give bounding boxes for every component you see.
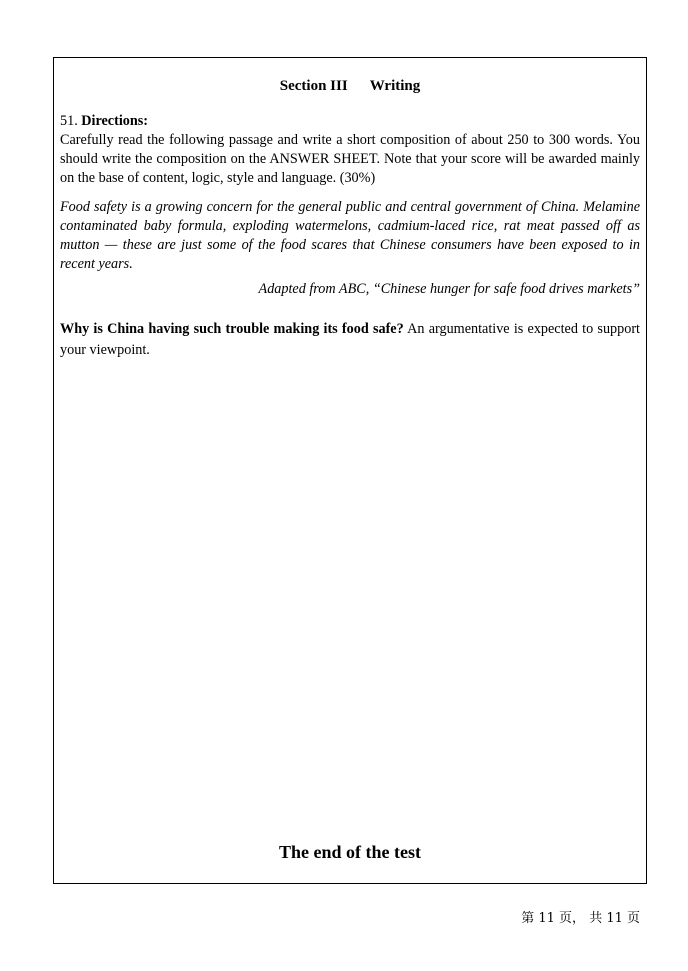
writing-prompt-question: Why is China having such trouble making its food safe? [60,321,404,337]
writing-prompt-instruction: An argumentative is expected to support your viewpoint. [60,321,640,358]
writing-prompt [60,319,640,361]
page-number: 第 11 页， 共 11 页 [521,911,640,926]
exam-page-frame [53,57,647,884]
section-label: Section III [279,78,348,94]
question-content [60,112,640,361]
directions-heading: Directions: [81,113,148,129]
passage-source: Adapted from ABC, “Chinese hunger for safe food drives markets” [258,281,640,297]
question-number: 51. [60,113,78,129]
end-of-test: The end of the test [279,842,421,862]
reading-passage: Food safety is a growing concern for the general public and central government of China. Melamine contaminated baby formula, exploding watermelons, cadmium-laced rice, rat meat passed off as mutton — these are just some of the food scares that Chinese consumers have been exposed to in recent years. [60,199,640,272]
section-name: Writing [369,78,421,94]
directions-text: Carefully read the following passage and write a short composition of about 250 to 300 words. You should write the composition on the ANSWER SHEET. Note that your score will be awarded mainly on the base of content, logic, style and language. (30%) [60,132,640,186]
question-heading [60,112,640,131]
section-title [54,77,646,95]
